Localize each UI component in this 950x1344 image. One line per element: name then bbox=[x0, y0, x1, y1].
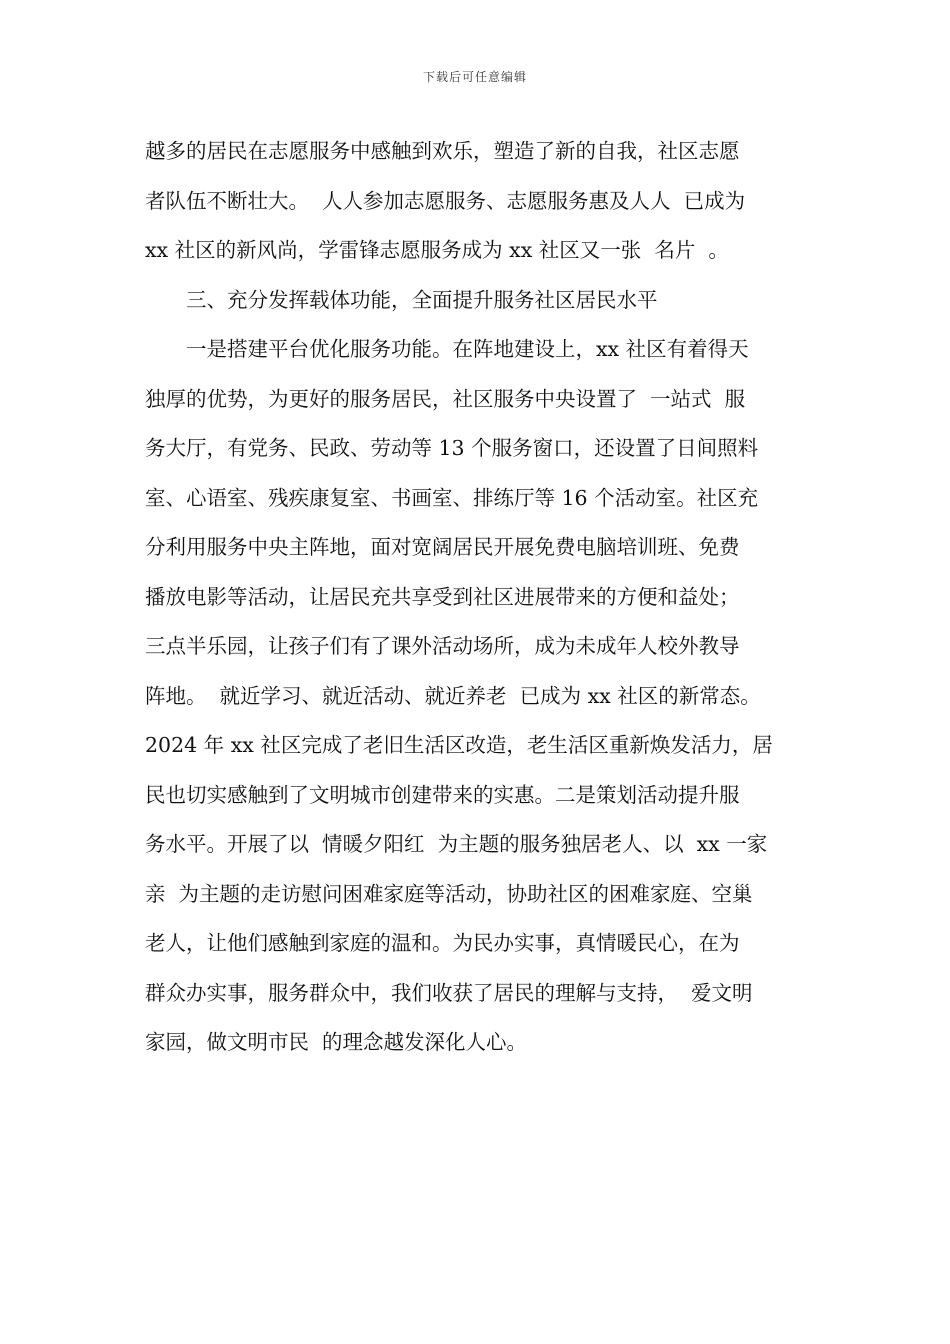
paragraph-line-16: 亲 为主题的走访慰问困难家庭等活动，协助社区的困难家庭、空巢 bbox=[145, 881, 753, 906]
paragraph-line-15: 务水平。开展了以 情暖夕阳红 为主题的服务独居老人、以 xx 一家 bbox=[145, 832, 768, 856]
paragraph-line-14: 民也切实感触到了文明城市创建带来的实惠。二是策划活动提升服 bbox=[145, 782, 740, 807]
paragraph-line-3: xx 社区的新风尚，学雷锋志愿服务成为 xx 社区又一张 名片 。 bbox=[145, 238, 729, 262]
page-header: 下载后可任意编辑 bbox=[422, 70, 527, 84]
section-heading: 三、充分发挥载体功能，全面提升服务社区居民水平 bbox=[186, 287, 658, 312]
paragraph-line-2: 者队伍不断壮大。 人人参加志愿服务、志愿服务惠及人人 已成为 bbox=[145, 188, 746, 213]
document-body bbox=[145, 127, 825, 1068]
paragraph-line-6: 独厚的优势，为更好的服务居民，社区服务中央设置了 一站式 服 bbox=[145, 386, 746, 411]
paragraph-line-5: 一是搭建平台优化服务功能。在阵地建设上，xx 社区有着得天 bbox=[186, 337, 749, 361]
paragraph-line-19: 家园，做文明市民 的理念越发深化人心。 bbox=[145, 1030, 528, 1054]
paragraph-line-13: 2024 年 xx 社区完成了老旧生活区改造，老生活区重新焕发活力，居 bbox=[145, 733, 773, 757]
paragraph-line-17: 老人，让他们感触到家庭的温和。为民办实事，真情暖民心，在为 bbox=[145, 931, 740, 955]
paragraph-line-12: 阵地。 就近学习、就近活动、就近养老 已成为 xx 社区的新常态。 bbox=[145, 683, 761, 708]
paragraph-line-1: 越多的居民在志愿服务中感触到欢乐，塑造了新的自我，社区志愿 bbox=[145, 139, 740, 163]
paragraph-line-10: 播放电影等活动，让居民充共享受到社区进展带来的方便和益处； bbox=[145, 584, 740, 609]
paragraph-line-11: 三点半乐园，让孩子们有了课外活动场所，成为未成年人校外教导 bbox=[145, 634, 740, 658]
paragraph-line-18: 群众办实事，服务群众中，我们收获了居民的理解与支持， 爱文明 bbox=[145, 980, 753, 1005]
paragraph-line-8: 室、心语室、残疾康复室、书画室、排练厅等 16 个活动室。社区充 bbox=[145, 485, 759, 510]
paragraph-line-7: 务大厅，有党务、民政、劳动等 13 个服务窗口，还设置了日间照料 bbox=[145, 436, 759, 460]
paragraph-line-9: 分利用服务中央主阵地，面对宽阔居民开展免费电脑培训班、免费 bbox=[145, 535, 740, 559]
